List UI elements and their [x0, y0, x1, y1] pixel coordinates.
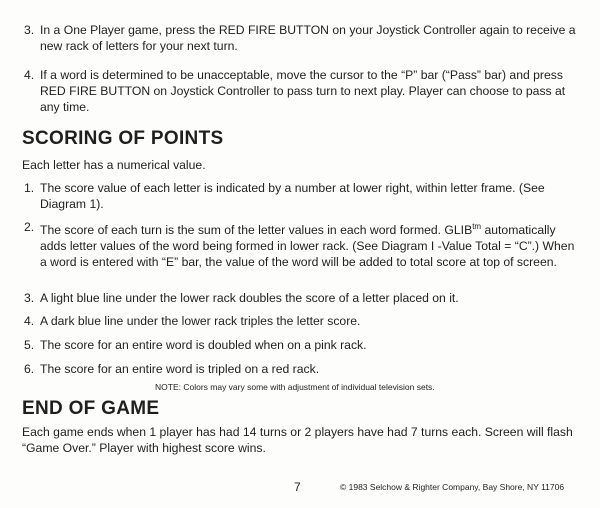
item-text: If a word is determined to be unacceptable, move the cursor to the “P” bar (“Pass” bar) and press RED FIRE BUTTON on Joystick Controller to pass turn to next play. Player can choose to pass at any time. [40, 68, 566, 114]
item-text: The score for an entire word is doubled when on a pink rack. [40, 338, 367, 352]
scoring-intro: Each letter has a numerical value. [22, 158, 206, 172]
item-text-end: automatically adds letter values of the word being formed in lower rack. (See Diagram I -Value Total = “C”.) When a word is entered with “E” bar, the value of the word will be added to total score at top of screen. [40, 223, 575, 270]
item-text: In a One Player game, press the RED FIRE BUTTON on your Joystick Controller again to receive a new rack of letters for your next turn. [40, 23, 576, 53]
end-of-game-text: Each game ends when 1 player has had 14 turns or 2 players have had 7 turns each. Screen will flash “Game Over.” Player with highest score wins. [22, 425, 573, 455]
scoring-item-2 [24, 219, 580, 270]
instruction-item-3 [24, 22, 580, 54]
scoring-heading: SCORING OF POINTS [22, 128, 224, 149]
item-number: 6. [24, 362, 35, 376]
copyright-notice: © 1983 Selchow & Righter Company, Bay Shore, NY 11706 [340, 482, 565, 492]
item-text [40, 219, 580, 270]
scoring-item-5 [24, 337, 580, 353]
end-of-game-heading: END OF GAME [22, 398, 160, 419]
item-text: A dark blue line under the lower rack triples the letter score. [40, 314, 361, 328]
item-number: 2. [24, 220, 35, 234]
item-text-start: The score of each turn is the sum of the letter values in each word formed. GLIB [40, 223, 473, 238]
scoring-item-1 [24, 180, 580, 212]
scoring-item-6 [24, 361, 580, 377]
item-number: 1. [24, 181, 35, 195]
page-number: 7 [294, 480, 301, 494]
scoring-item-3 [24, 290, 580, 306]
instruction-item-4 [24, 67, 580, 115]
item-number: 3. [24, 23, 35, 37]
item-number: 3. [24, 291, 35, 305]
item-number: 5. [24, 338, 35, 352]
scoring-item-4 [24, 313, 580, 329]
item-text: The score for an entire word is tripled on a red rack. [40, 362, 320, 376]
item-number: 4. [24, 68, 35, 82]
trademark-superscript: tm [472, 222, 482, 231]
color-note: NOTE: Colors may vary some with adjustment of individual television sets. [155, 382, 435, 392]
item-text: The score value of each letter is indicated by a number at lower right, within letter frame. (See Diagram 1). [40, 181, 545, 211]
item-text: A light blue line under the lower rack doubles the score of a letter placed on it. [40, 291, 459, 305]
item-number: 4. [24, 314, 35, 328]
